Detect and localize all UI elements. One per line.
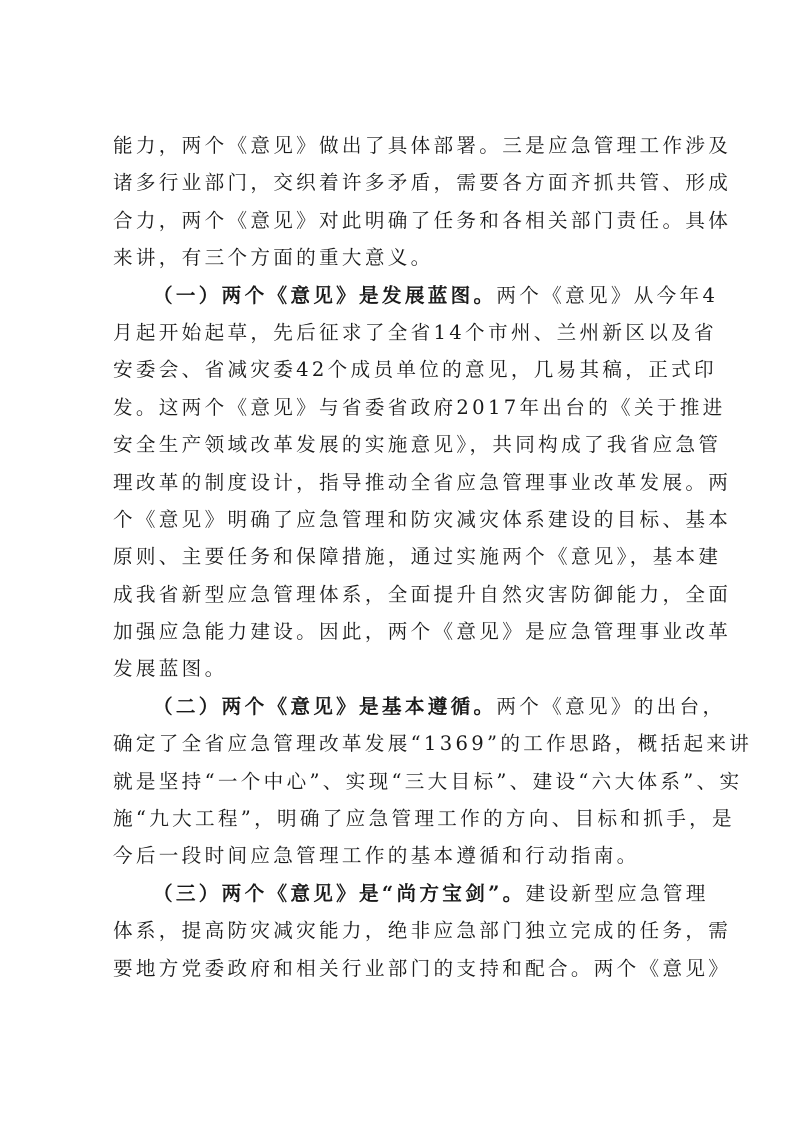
text-line: 施“九大工程”，明确了应急管理工作的方向、目标和抓手，是 — [113, 807, 735, 831]
document-page — [113, 127, 753, 987]
section-heading: （一）两个《意见》是发展蓝图。 — [153, 283, 497, 307]
text-line: 月起开始起草，先后征求了全省14个市州、兰州新区以及省 — [113, 320, 717, 344]
text-line: 要地方党委政府和相关行业部门的支持和配合。两个《意见》 — [113, 956, 732, 980]
text-line: 个《意见》明确了应急管理和防灾减灾体系建设的目标、基本 — [113, 507, 732, 531]
section-heading-line — [113, 277, 719, 314]
text-line: 合力，两个《意见》对此明确了任务和各相关部门责任。具体 — [113, 208, 732, 232]
text-line: 发展蓝图。 — [113, 657, 228, 681]
text-line: 能力，两个《意见》做出了具体部署。三是应急管理工作涉及 — [113, 134, 732, 157]
text-line: 原则、主要任务和保障措施，通过实施两个《意见》，基本建 — [113, 545, 722, 569]
section-heading-line — [113, 688, 726, 725]
section-heading: （三）两个《意见》是“尚方宝剑”。 — [153, 881, 526, 905]
text-span: 两个《意见》的出台， — [496, 694, 726, 718]
text-line: 就是坚持“一个中心”、实现“三大目标”、建设“六大体系”、实 — [113, 769, 743, 793]
section-heading: （二）两个《意见》是基本遵循。 — [153, 694, 497, 718]
text-line: 理改革的制度设计，指导推动全省应急管理事业改革发展。两 — [113, 470, 732, 494]
text-line: 来讲，有三个方面的重大意义。 — [113, 246, 434, 270]
text-line: 诸多行业部门，交织着许多矛盾，需要各方面齐抓共管、形成 — [113, 171, 732, 195]
text-line: 今后一段时间应急管理工作的基本遵循和行动指南。 — [113, 844, 640, 868]
text-line: 安全生产领域改革发展的实施意见》，共同构成了我省应急管 — [113, 433, 722, 457]
text-span: 建设新型应急管理 — [525, 881, 709, 905]
text-span: 两个《意见》从今年4 — [496, 283, 719, 307]
text-line: 加强应急能力建设。因此，两个《意见》是应急管理事业改革 — [113, 620, 732, 644]
text-line: 成我省新型应急管理体系，全面提升自然灾害防御能力，全面 — [113, 582, 732, 606]
text-line: 体系，提高防灾减灾能力，绝非应急部门独立完成的任务，需 — [113, 919, 732, 943]
text-line: 发。这两个《意见》与省委省政府2017年出台的《关于推进 — [113, 395, 726, 419]
section-heading-line — [113, 875, 709, 912]
text-line: 确定了全省应急管理改革发展“1369”的工作思路，概括起来讲 — [113, 732, 753, 756]
text-line: 安委会、省减灾委42个成员单位的意见，几易其稿，正式印 — [113, 358, 717, 382]
